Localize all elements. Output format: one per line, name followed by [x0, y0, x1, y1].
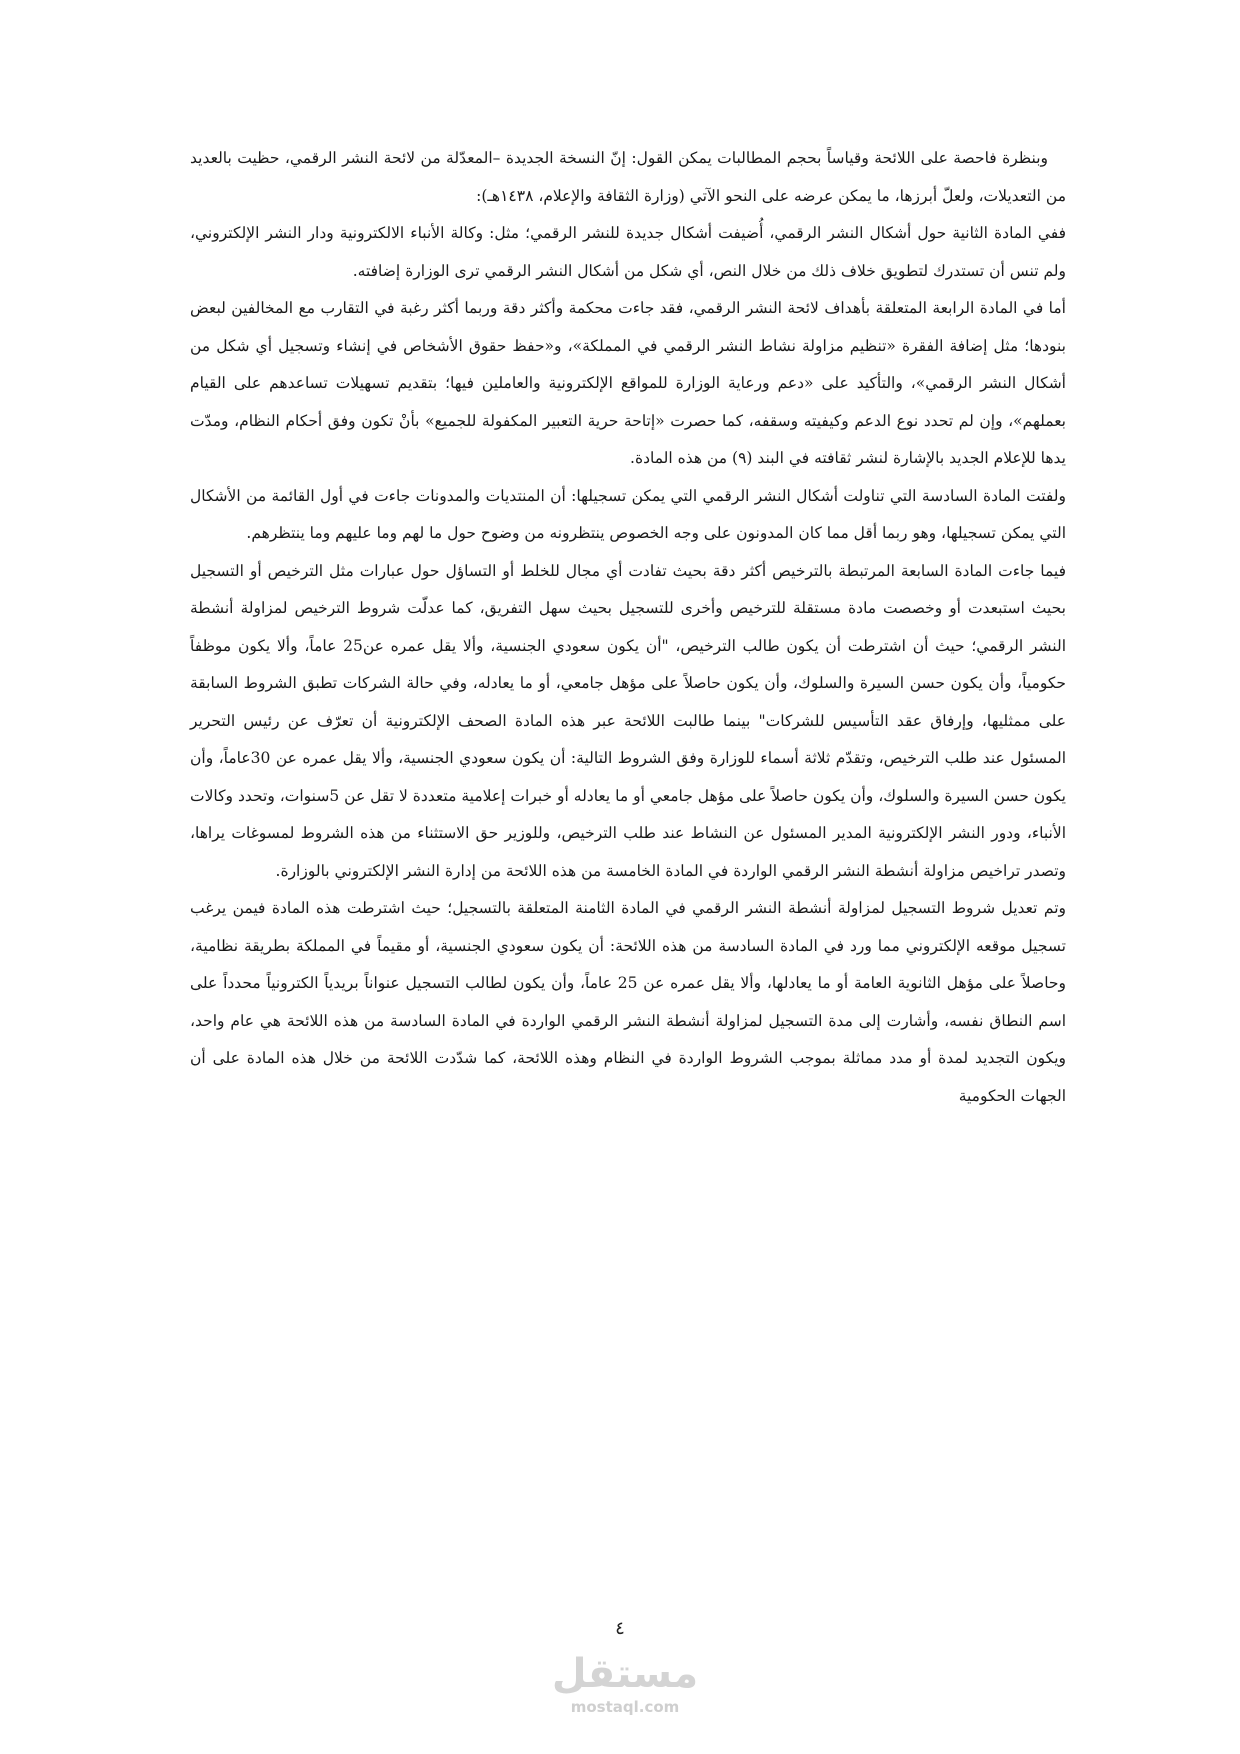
paragraph-article-eight: وتم تعديل شروط التسجيل لمزاولة أنشطة النشر الرقمي في المادة الثامنة المتعلقة بالتسجيل؛ حيث اشترطت هذه المادة فيمن يرغب تسجيل موقعه الإلكتروني مما ورد في المادة السادسة من هذه اللائحة: أن يكون سعودي الجنسية، أو مقيماً في المملكة بطريقة نظامية، وحاصلاً على مؤهل الثانوية العامة أو ما يعادلها، وألا يقل عمره عن 25 عاماً، وأن يكون لطالب التسجيل عنواناً بريدياً الكترونياً محدداً على اسم النطاق نفسه، وأشارت إلى مدة التسجيل لمزاولة أنشطة النشر الرقمي الواردة في المادة السادسة من هذه اللائحة هي عام واحد، ويكون التجديد لمدة أو مدد مماثلة بموجب الشروط الواردة في النظام وهذه اللائحة، كما شدّدت اللائحة من خلال هذه المادة على أن الجهات الحكومية — [190, 899, 1066, 1105]
paragraph-intro: وبنظرة فاحصة على اللائحة وقياساً بحجم المطالبات يمكن القول: إنّ النسخة الجديدة –المعدّلة من لائحة النشر الرقمي، حظيت بالعديد من التعديلات، ولعلّ أبرزها، ما يمكن عرضه على النحو الآتي (وزارة الثقافة والإعلام، ١٤٣٨هـ): — [190, 149, 1066, 205]
paragraph-article-six: ولفتت المادة السادسة التي تناولت أشكال النشر الرقمي التي يمكن تسجيلها: أن المنتديات والمدونات جاءت في أول القائمة من الأشكال التي يمكن تسجيلها، وهو ربما أقل مما كان المدونون على وجه الخصوص ينتظرونه من وضوح حول ما لهم وما عليهم وما ينتظرهم. — [190, 486, 1066, 542]
watermark-logo — [540, 1650, 710, 1730]
paragraph-article-four: أما في المادة الرابعة المتعلقة بأهداف لائحة النشر الرقمي، فقد جاءت محكمة وأكثر دقة وربما أكثر رغبة في التقارب مع المخالفين لبعض بنودها؛ مثل إضافة الفقرة «تنظيم مزاولة نشاط النشر الرقمي في المملكة»، و«حفظ حقوق الأشخاص في إنشاء وتسجيل أي شكل من أشكال النشر الرقمي»، والتأكيد على «دعم ورعاية الوزارة للمواقع الإلكترونية والعاملين فيها؛ بتقديم تسهيلات تساعدهم على القيام بعملهم»، وإن لم تحدد نوع الدعم وكيفيته وسقفه، كما حصرت «إتاحة حرية التعبير المكفولة للجميع» بأنْ تكون وفق أحكام النظام، ومدّت يدها للإعلام الجديد بالإشارة لنشر ثقافته في البند (٩) من هذه المادة. — [190, 299, 1066, 467]
page-number: ٤ — [615, 1618, 625, 1639]
paragraph-article-seven: فيما جاءت المادة السابعة المرتبطة بالترخيص أكثر دقة بحيث تفادت أي مجال للخلط أو التساؤل حول عبارات مثل الترخيص أو التسجيل بحيث استبعدت أو وخصصت مادة مستقلة للترخيص وأخرى للتسجيل بحيث سهل التفريق، كما عدلّت شروط الترخيص لمزاولة أنشطة النشر الرقمي؛ حيث أن اشترطت أن يكون طالب الترخيص، "أن يكون سعودي الجنسية، وألا يقل عمره عن25 عاماً، وألا يكون موظفاً حكومياً، وأن يكون حسن السيرة والسلوك، وأن يكون حاصلاً على مؤهل جامعي، أو ما يعادله، وفي حالة الشركات تطبق الشروط السابقة على ممثليها، وإرفاق عقد التأسيس للشركات" بينما طالبت اللائحة عبر هذه المادة الصحف الإلكترونية أن تعرّف عن رئيس التحرير المسئول عند طلب الترخيص، وتقدّم ثلاثة أسماء للوزارة وفق الشروط التالية: أن يكون سعودي الجنسية، وألا يقل عمره عن 30عاماً، وأن يكون حسن السيرة والسلوك، وأن يكون حاصلاً على مؤهل جامعي أو ما يعادله أو خبرات إعلامية متعددة لا تقل عن 5سنوات، وتحدد وكالات الأنباء، ودور النشر الإلكترونية المدير المسئول عن النشاط عند طلب الترخيص، وللوزير حق الاستثناء من هذه الشروط لمسوغات يراها، وتصدر تراخيص مزاولة أنشطة النشر الرقمي الواردة في المادة الخامسة من هذه اللائحة من إدارة النشر الإلكتروني بالوزارة. — [190, 561, 1066, 880]
watermark-logo-text: مستقل — [551, 1651, 699, 1697]
paragraph-article-two: ففي المادة الثانية حول أشكال النشر الرقمي، أُضيفت أشكال جديدة للنشر الرقمي؛ مثل: وكالة الأنباء الالكترونية ودار النشر الإلكتروني، ولم تنس أن تستدرك لتطويق خلاف ذلك من خلال النص، أي شكل من أشكال النشر الرقمي ترى الوزارة إضافته. — [190, 224, 1066, 280]
watermark-url: mostaql.com — [570, 1698, 680, 1716]
document-page — [190, 140, 1066, 1560]
